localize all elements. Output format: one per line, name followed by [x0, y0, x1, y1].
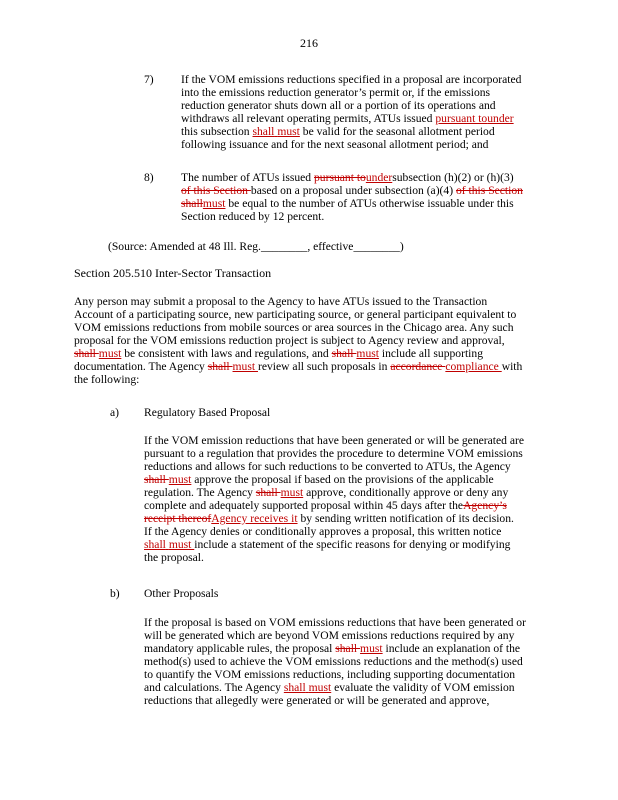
- source-note: (Source: Amended at 48 Ill. Reg.________, effective________): [108, 240, 404, 253]
- text-line: [144, 538, 544, 551]
- inserted-text: pursuant to: [435, 112, 488, 125]
- inserted-text: must: [308, 681, 332, 694]
- inserted-text: must: [280, 486, 304, 499]
- text-line: pursuant to a regulation that provides the procedure to determine VOM emissions: [144, 447, 523, 460]
- inserted-text: shall: [144, 538, 166, 551]
- text-run: review all such proposals in: [257, 360, 391, 373]
- deleted-text: of this Section: [181, 184, 251, 197]
- subsection-b-body: [144, 616, 544, 707]
- text-run: include all supporting: [378, 347, 483, 360]
- deleted-text: shall: [74, 347, 99, 360]
- subsection-label: a): [110, 406, 120, 419]
- text-line: [144, 499, 544, 512]
- text-run: be valid for the seasonal allotment period: [299, 125, 495, 138]
- text-line: If the proposal is based on VOM emissions reductions that have been generated or: [144, 616, 526, 629]
- inserted-text: must: [277, 125, 300, 138]
- inserted-text: compliance: [445, 360, 502, 373]
- text-run: approve the proposal if based on the provisions of the applicable: [191, 473, 494, 486]
- section-heading: Section 205.510 Inter-Sector Transaction: [74, 266, 272, 280]
- text-run: include an explanation of the: [382, 642, 521, 655]
- text-run: approve, conditionally approve or deny any: [303, 486, 509, 499]
- inserted-text: Agency receives it: [211, 512, 298, 525]
- text-line: VOM emissions reductions from mobile sources or area sources in the Chicago area. Any such: [74, 321, 514, 334]
- deleted-text: of this Section: [455, 184, 523, 197]
- item-number: 7): [144, 73, 154, 86]
- text-line: [144, 512, 544, 525]
- inserted-text: shall: [252, 125, 275, 138]
- text-run: with: [501, 360, 523, 373]
- subsection-title: Regulatory Based Proposal: [144, 406, 271, 419]
- inserted-text: must: [360, 642, 383, 655]
- inserted-text: under: [487, 112, 514, 125]
- text-line: [144, 681, 544, 694]
- text-line: will be generated which are beyond VOM emissions reductions required by any: [144, 629, 515, 642]
- text-run: by sending written notification of its decision.: [297, 512, 514, 525]
- deleted-text: shall: [255, 486, 281, 499]
- deleted-text: accordance: [390, 360, 446, 373]
- inserted-text: under: [365, 171, 393, 184]
- text-run: be equal to the number of ATUs otherwise issuable under this: [225, 197, 514, 210]
- text-line: the proposal.: [144, 551, 204, 564]
- text-line: Section reduced by 12 percent.: [181, 210, 325, 223]
- text-line: If the Agency denies or conditionally approves a proposal, this written notice: [144, 525, 502, 538]
- text-run: this subsection: [181, 125, 253, 138]
- text-line: [144, 473, 544, 486]
- inserted-text: must: [168, 473, 192, 486]
- inserted-text: must: [356, 347, 379, 360]
- deleted-text: shall: [207, 360, 233, 373]
- text-run: based on a proposal under subsection (a)(4): [250, 184, 456, 197]
- subsection-title: Other Proposals: [144, 587, 219, 600]
- inserted-text: must: [98, 347, 122, 360]
- inserted-text: shall: [283, 681, 306, 694]
- page-number: 216: [300, 36, 318, 50]
- text-run: evaluate the validity of VOM emission: [331, 681, 515, 694]
- inserted-text: must: [168, 538, 195, 551]
- text-line: reductions and allows for such reductions to be converted to ATUs, the Agency: [144, 460, 511, 473]
- text-line: If the VOM emission reductions that have been generated or will be generated are: [144, 434, 524, 447]
- deleted-text: Agency’s: [463, 499, 507, 512]
- intro-paragraph: [74, 295, 544, 386]
- deleted-text: shall: [181, 197, 203, 210]
- text-line: method(s) used to achieve the VOM emissions reductions and the method(s) used: [144, 655, 523, 668]
- deleted-text: shall: [331, 347, 357, 360]
- text-run: The number of ATUs issued: [181, 171, 314, 184]
- inserted-text: must: [232, 360, 258, 373]
- text-run: documentation. The Agency: [74, 360, 208, 373]
- deleted-text: shall: [335, 642, 361, 655]
- deleted-text: pursuant to: [314, 171, 366, 184]
- text-run: be consistent with laws and regulations, and: [121, 347, 332, 360]
- text-run: complete and adequately supported proposal within 45 days after the: [144, 499, 464, 512]
- text-line: Account of a participating source, new participating source, or general participant equivalent to: [74, 308, 517, 321]
- inserted-text: must: [202, 197, 226, 210]
- text-line: reduction generator shuts down all or a portion of its operations and: [181, 99, 496, 112]
- text-run: regulation. The Agency: [144, 486, 256, 499]
- text-run: include a statement of the specific reasons for denying or modifying: [194, 538, 511, 551]
- text-line: [74, 347, 544, 360]
- text-line: to quantify the VOM emissions reductions, including supporting documentation: [144, 668, 516, 681]
- text-line: reductions that allegedly were generated or will be generated and approve,: [144, 694, 490, 707]
- text-line: [181, 125, 546, 138]
- text-line: [144, 642, 544, 655]
- text-line: [74, 360, 544, 373]
- text-run: withdraws all relevant operating permits, ATUs issued: [181, 112, 436, 125]
- text-line: Any person may submit a proposal to the Agency to have ATUs issued to the Transaction: [74, 295, 488, 308]
- text-line: If the VOM emissions reductions specified in a proposal are incorporated: [181, 73, 522, 86]
- item-text: [181, 171, 546, 223]
- item-number: 8): [144, 171, 154, 184]
- text-line: proposal for the VOM emissions reduction project is subject to Agency review and approval,: [74, 334, 505, 347]
- text-line: into the emissions reduction generator’s permit or, if the emissions: [181, 86, 491, 99]
- text-run: subsection (h)(2) or (h)(3): [392, 171, 514, 184]
- deleted-text: receipt thereof: [144, 512, 212, 525]
- subsection-label: b): [110, 587, 120, 600]
- text-line: [181, 171, 546, 184]
- text-line: [181, 112, 546, 125]
- text-line: [181, 184, 546, 197]
- text-run: mandatory applicable rules, the proposal: [144, 642, 336, 655]
- text-line: following issuance and for the next seasonal allotment period; and: [181, 138, 489, 151]
- text-line: [144, 486, 544, 499]
- text-line: [181, 197, 546, 210]
- deleted-text: shall: [144, 473, 169, 486]
- text-run: and calculations. The Agency: [144, 681, 284, 694]
- text-line: the following:: [74, 373, 140, 386]
- item-text: [181, 73, 546, 151]
- subsection-a-body: [144, 434, 544, 564]
